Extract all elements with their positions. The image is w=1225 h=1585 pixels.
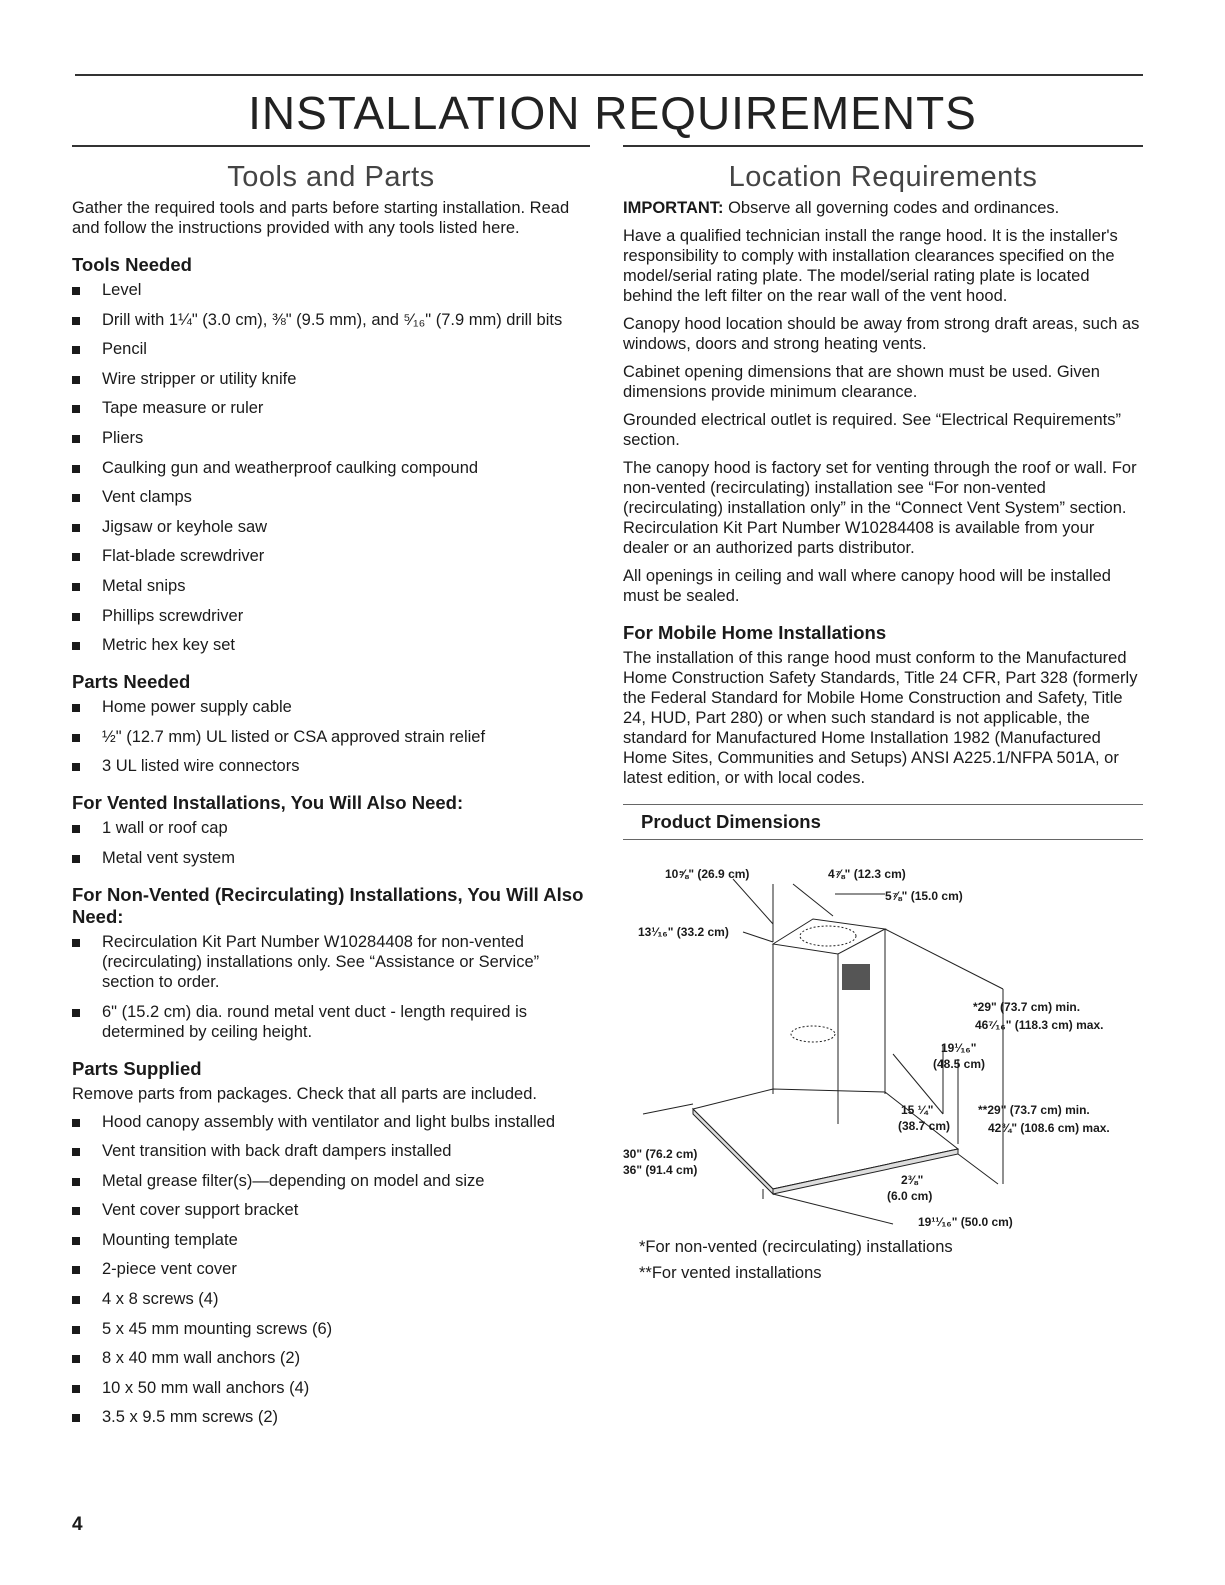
parts-supplied-intro: Remove parts from packages. Check that all parts are included. (72, 1084, 537, 1103)
vented-list (72, 818, 590, 868)
list-item: Phillips screwdriver (72, 606, 590, 626)
dimension-label: **29" (73.7 cm) min. (978, 1103, 1090, 1117)
parts-supplied-list (72, 1112, 590, 1428)
product-dimensions-diagram (623, 854, 1143, 1234)
location-paragraph: Cabinet opening dimensions that are shown must be used. Given dimensions provide minimum clearance. (623, 363, 1100, 401)
nonvented-list (72, 932, 590, 1042)
dimension-label: 15 ¼" (901, 1103, 934, 1117)
list-item: 10 x 50 mm wall anchors (4) (72, 1378, 590, 1398)
dimension-label: (6.0 cm) (887, 1189, 933, 1203)
list-item: 8 x 40 mm wall anchors (2) (72, 1348, 590, 1368)
dimension-label: 19¹¹⁄₁₆" (50.0 cm) (918, 1215, 1013, 1229)
list-item: 5 x 45 mm mounting screws (6) (72, 1319, 590, 1339)
page-number: 4 (72, 1514, 83, 1535)
product-dimensions-heading: Product Dimensions (641, 811, 821, 832)
tools-needed-list (72, 280, 590, 655)
list-item: Vent transition with back draft dampers installed (72, 1141, 590, 1161)
chimney-top-shape (773, 919, 885, 954)
mobile-home-text: The installation of this range hood must conform to the Manufactured Home Construction Safety Standards, Title 24 CFR, Part 328 (formerly the Federal Standard for Mobile Home Construction and Safety, Title 24, HUD, Part 280) or when such standard is not applicable, the standard for Manufactured Home Installation 1982 (Manufactured Home Sites, Communities and Setups) ANSI A225.1/NFPA 501A, or latest edition, or with local codes. (623, 649, 1138, 787)
list-item: Flat-blade screwdriver (72, 546, 590, 566)
dimension-label: 46⁷⁄₁₆" (118.3 cm) max. (975, 1018, 1104, 1032)
list-item: Home power supply cable (72, 697, 590, 717)
tools-and-parts-column (72, 145, 590, 1437)
list-item: Drill with 1¼" (3.0 cm), ⅜" (9.5 mm), and ⁵⁄₁₆" (7.9 mm) drill bits (72, 310, 590, 330)
important-note (623, 198, 1143, 218)
location-requirements-column (623, 145, 1143, 1286)
important-label: IMPORTANT: (623, 199, 724, 217)
dimension-label: 2⅜" (901, 1173, 924, 1187)
list-item: Metal grease filter(s)—depending on model and size (72, 1171, 590, 1191)
vent-grille (842, 964, 870, 990)
list-item: 3.5 x 9.5 mm screws (2) (72, 1407, 590, 1427)
list-item: 6" (15.2 cm) dia. round metal vent duct - length required is determined by ceiling height. (72, 1002, 590, 1042)
tools-intro: Gather the required tools and parts before starting installation. Read and follow the instructions provided with any tools listed here. (72, 199, 570, 237)
parts-supplied-heading: Parts Supplied (72, 1057, 202, 1079)
dimension-label: (48.5 cm) (933, 1057, 986, 1071)
list-item: Caulking gun and weatherproof caulking compound (72, 458, 590, 478)
dimension-label: 4⅞" (12.3 cm) (828, 867, 906, 881)
list-item: 4 x 8 screws (4) (72, 1289, 590, 1309)
list-item: Vent clamps (72, 487, 590, 507)
list-item: Wire stripper or utility knife (72, 369, 590, 389)
list-item: Pliers (72, 428, 590, 448)
list-item: 2-piece vent cover (72, 1259, 590, 1279)
nonvented-heading: For Non-Vented (Recirculating) Installations, You Will Also Need: (72, 883, 584, 927)
list-item: Recirculation Kit Part Number W10284408 for non-vented (recirculating) installations only. See “Assistance or Service” section to order. (72, 932, 590, 992)
dimension-label: (38.7 cm) (898, 1119, 951, 1133)
top-rule (75, 74, 1143, 76)
parts-needed-list (72, 697, 590, 776)
list-item: 1 wall or roof cap (72, 818, 590, 838)
list-item: Metric hex key set (72, 635, 590, 655)
dimension-label: 5⅞" (15.0 cm) (885, 889, 963, 903)
location-requirements-title: Location Requirements (728, 161, 1038, 193)
parts-needed-heading: Parts Needed (72, 671, 191, 693)
dimension-label: 19¹⁄₁₆" (941, 1041, 977, 1055)
list-item: Metal snips (72, 576, 590, 596)
list-item: Metal vent system (72, 848, 590, 868)
location-paragraph: All openings in ceiling and wall where canopy hood will be installed must be sealed. (623, 567, 1111, 605)
product-dimensions-bar (623, 804, 1143, 840)
tools-needed-heading: Tools Needed (72, 254, 192, 275)
footnote: *For non-vented (recirculating) installations (639, 1238, 953, 1256)
vented-heading: For Vented Installations, You Will Also Need: (72, 792, 464, 814)
list-item: Vent cover support bracket (72, 1200, 590, 1220)
mobile-home-heading: For Mobile Home Installations (623, 622, 887, 643)
list-item: Tape measure or ruler (72, 398, 590, 418)
dimension-label: 42¾" (108.6 cm) max. (988, 1121, 1110, 1135)
location-paragraph: The canopy hood is factory set for venting through the roof or wall. For non-vented (recirculating) installation see “For non-vented (recirculating) installation only” in the “Connect Vent System” section. Recirculation Kit Part Number W10284408 is available from your dealer or an authorized parts distributor. (623, 459, 1137, 557)
list-item: Pencil (72, 339, 590, 359)
dimension-label: 36" (91.4 cm) (623, 1163, 698, 1177)
list-item: Hood canopy assembly with ventilator and light bulbs installed (72, 1112, 590, 1132)
list-item: Level (72, 280, 590, 300)
list-item: Mounting template (72, 1230, 590, 1250)
location-paragraph: Canopy hood location should be away from strong draft areas, such as windows, doors and strong heating vents. (623, 315, 1140, 353)
page-title: INSTALLATION REQUIREMENTS (248, 87, 977, 139)
list-item: 3 UL listed wire connectors (72, 756, 590, 776)
footnote: **For vented installations (639, 1264, 822, 1282)
tools-and-parts-title: Tools and Parts (227, 161, 435, 193)
dimension-label: 13¹⁄₁₆" (33.2 cm) (638, 925, 729, 939)
list-item: ½" (12.7 mm) UL listed or CSA approved strain relief (72, 727, 590, 747)
dimension-label: 10⅝" (26.9 cm) (665, 867, 750, 881)
dimension-label: *29" (73.7 cm) min. (973, 1000, 1081, 1014)
dimension-label: 30" (76.2 cm) (623, 1147, 698, 1161)
list-item: Jigsaw or keyhole saw (72, 517, 590, 537)
location-paragraph: Grounded electrical outlet is required. See “Electrical Requirements” section. (623, 411, 1121, 449)
section-rule (72, 145, 590, 147)
vent-opening-outline (800, 926, 856, 946)
location-paragraph: Have a qualified technician install the range hood. It is the installer's responsibility to comply with installation clearances specified on the model/serial rating plate. The model/serial rating plate is located behind the left filter on the rear wall of the vent hood. (623, 227, 1118, 305)
section-rule (623, 145, 1143, 147)
important-text: Observe all governing codes and ordinances. (723, 199, 1060, 217)
